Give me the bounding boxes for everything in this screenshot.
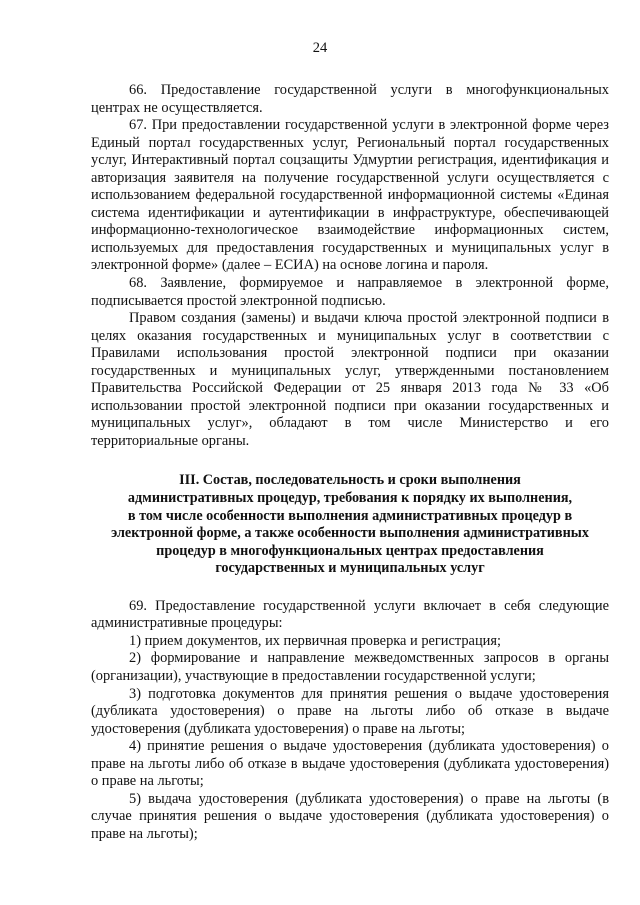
section-heading <box>91 472 609 577</box>
list-item-5: 5) выдача удостоверения (дубликата удостоверения) о праве на льготы (в случае принятия решения о выдаче удостоверения (дубликата удостоверения) о праве на льготы); <box>91 790 609 842</box>
list-item-1: 1) прием документов, их первичная проверка и регистрация; <box>129 632 501 649</box>
paragraph-68: 68. Заявление, формируемое и направляемое в электронной форме, подписывается простой электронной подписью. <box>91 275 609 309</box>
paragraph-67: 67. При предоставлении государственной услуги в электронной форме через Единый портал государственных услуг, Региональный портал государственных услуг, Интерактивный портал соцзащиты Удмуртии регистрация, идентификация и авторизация заявителя на получение государственной услуги осуществляется с использованием федеральной государственной информационной системы «Единая система идентификации и аутентификации в инфраструктуре, обеспечивающей информационно-технологическое взаимодействие информационных систем, используемых для предоставления государственных и муниципальных услуг в электронной форме» (далее – ЕСИА) на основе логина и пароля. <box>91 117 609 274</box>
paragraph-66: 66. Предоставление государственной услуги в многофункциональных центрах не осуществляется. <box>91 82 609 116</box>
section-heading-line: процедур в многофункциональных центрах предоставления <box>156 542 544 559</box>
paragraph-68-signature-rights: Правом создания (замены) и выдачи ключа простой электронной подписи в целях оказания государственных и муниципальных услуг в соответствии с Правилами использования простой электронной подписи при оказании государственных и муниципальных услуг, утвержденными постановлением Правительства Российской Федерации от 25 января 2013 года № 33 «Об использовании простой электронной подписи при оказании государственных и муниципальных услуг», обладают в том числе Министерство и его территориальные органы. <box>91 310 609 449</box>
section-heading-line: административных процедур, требования к порядку их выполнения, <box>127 490 573 507</box>
list-item-2: 2) формирование и направление межведомственных запросов в органы (организации), участвующие в предоставлении государственной услуги; <box>91 650 609 684</box>
section-heading-line: электронной форме, а также особенности выполнения административных <box>111 525 589 542</box>
list-item-4: 4) принятие решения о выдаче удостоверения (дубликата удостоверения) о праве на льготы либо об отказе в выдаче удостоверения (дубликата удостоверения) о праве на льготы; <box>91 738 609 790</box>
list-item-3: 3) подготовка документов для принятия решения о выдаче удостоверения (дубликата удостоверения) о праве на льготы либо об отказе в выдаче удостоверения (дубликата удостоверения) о праве на льготы; <box>91 685 609 737</box>
section-heading-line: III. Состав, последовательность и сроки выполнения <box>179 472 521 489</box>
paragraph-69: 69. Предоставление государственной услуги включает в себя следующие административные процедуры: <box>91 597 609 632</box>
section-heading-line: в том числе особенности выполнения административных процедур в <box>127 507 573 524</box>
page-content <box>91 82 609 843</box>
section-heading-line: государственных и муниципальных услуг <box>215 560 485 577</box>
page-number: 24 <box>312 40 328 56</box>
